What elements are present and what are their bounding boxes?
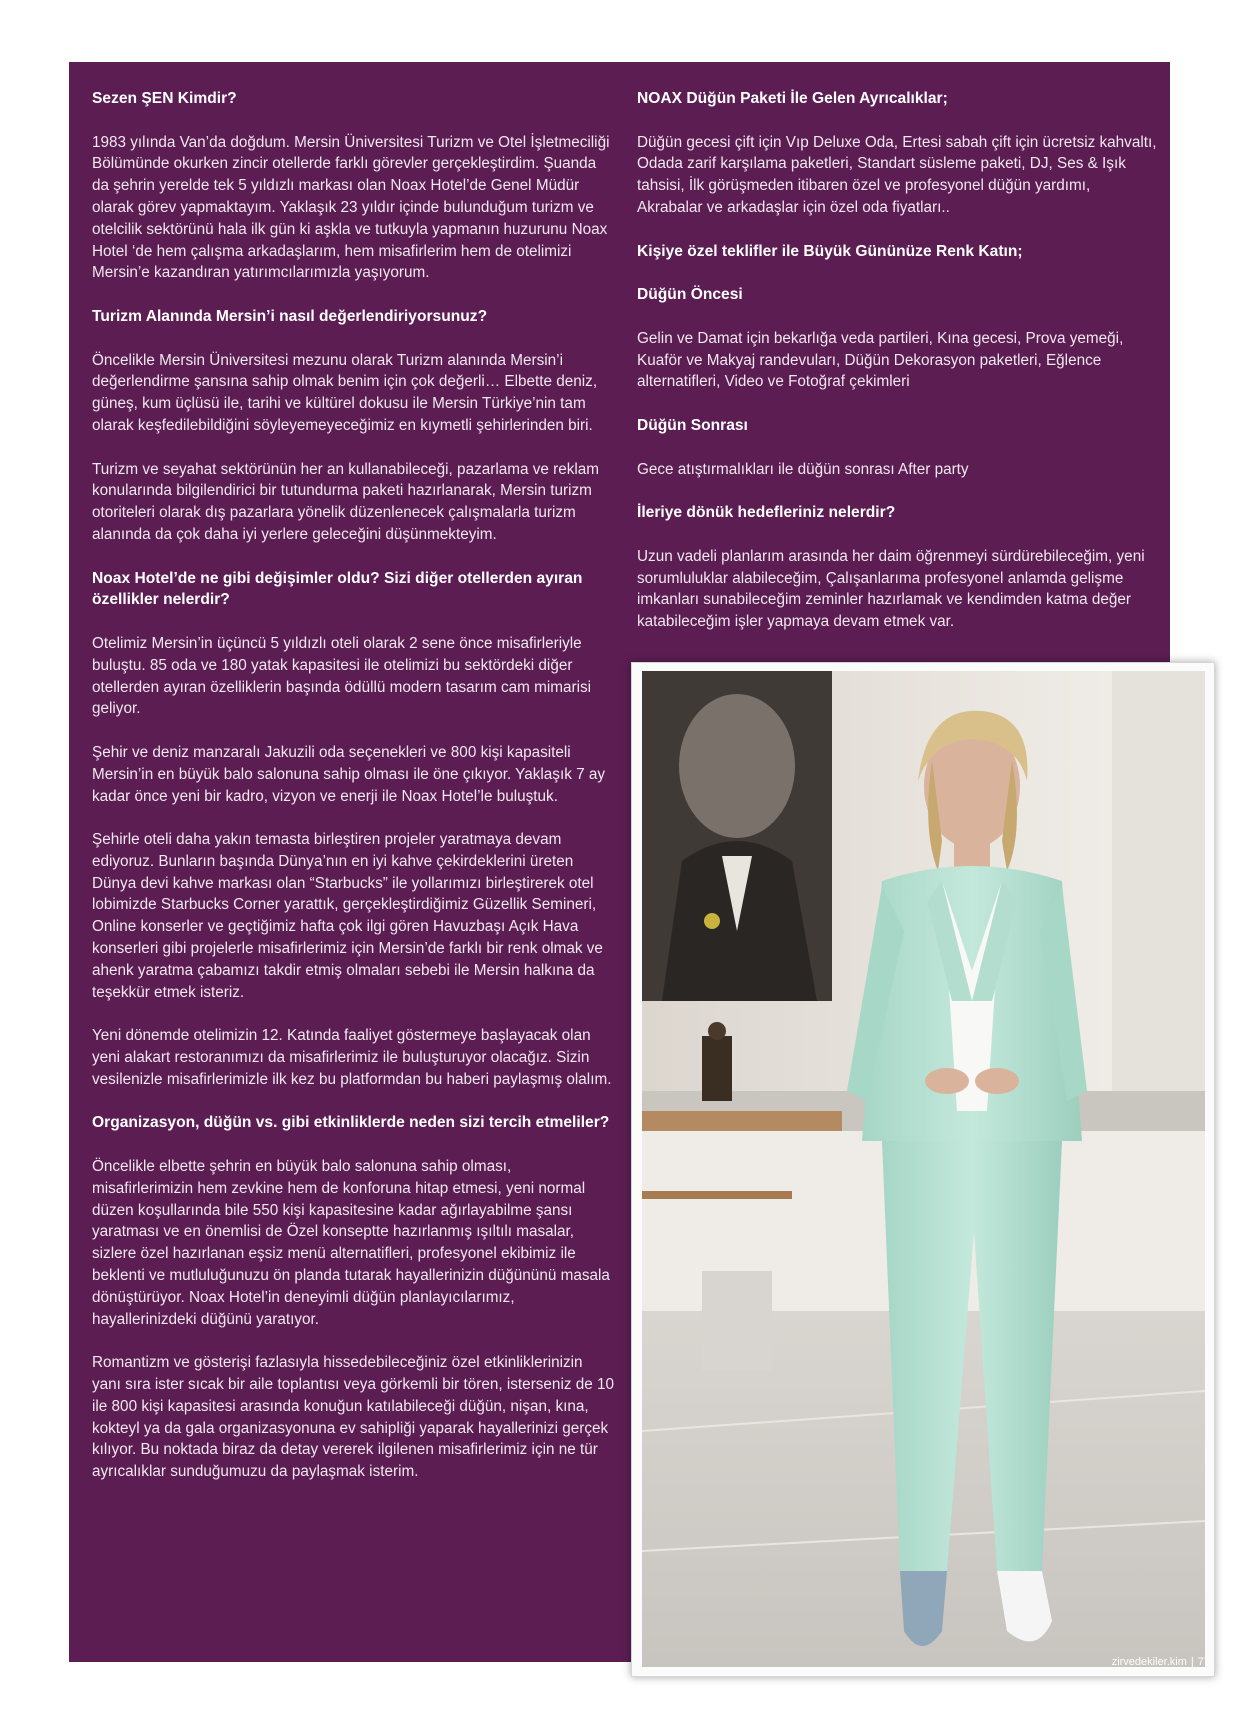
paragraph: Şehirle oteli daha yakın temasta birleştiren projeler yaratmaya devam ediyoruz. Bunların başında Dünya’nın en iyi kahve çekirdeklerini üreten Dünya devi kahve markası olan “Starbucks” ile yollarımızı birleştirerek otel lobimizde Starbucks Corner yarattık, gerçekleştirdiğimiz Güzellik Semineri, Online konserler ve geçtiğimiz hafta çok ilgi gören Havuzbaşı Açık Hava konserleri gibi projelerle misafirlerimiz için Mersin’de farklı bir renk olmak ve ahenk yaratma çabamızı takdir etmiş olmaları sebebi ile Mersin halkına da teşekkür etmek isteriz. bbox=[92, 831, 603, 1001]
paragraph: Gelin ve Damat için bekarlığa veda partileri, Kına gecesi, Prova yemeği, Kuaför ve Makyaj randevuları, Düğün Dekorasyon paketleri, Eğlence alternatifleri, Video ve Fotoğraf çekimleri bbox=[637, 329, 1124, 391]
left-column bbox=[92, 88, 615, 1483]
justice-statue bbox=[702, 1036, 732, 1101]
section-heading: NOAX Düğün Paketi İle Gelen Ayrıcalıklar; bbox=[637, 90, 948, 107]
paragraph: Öncelikle elbette şehrin en büyük balo salonuna sahip olması, misafirlerimizin hem zevkine hem de konforuna hitap etmesi, yeni normal düzen koşullarında bile 550 kişi kapasitesine kadar ağırlayabilme şansı yaratması ve en önemlisi de Özel konseptte hazırlanmış ışıltılı masalar, sizlere özel hazırlanan eşsiz menü alternatifleri, profesyonel ekibimiz ile beklenti ve mutluluğunuzu ön planda tutarak hayallerinizin düğününü masala dönüştürüyor. Noax Hotel’in deneyimli düğün planlayıcılarımız, hayallerinizdeki düğünü yaratıyor. bbox=[92, 1158, 610, 1328]
section-heading: Düğün Sonrası bbox=[637, 416, 748, 434]
paragraph: Düğün gecesi çift için Vıp Deluxe Oda, Ertesi sabah çift için ücretsiz kahvaltı, Odada zarif karşılama paketleri, Standart süsleme paketi, DJ, Ses & Işık tahsisi, İlk görüşmeden itibaren özel ve profesyonel düğün yardımı, Akrabalar ve arkadaşlar için özel oda fiyatları.. bbox=[637, 133, 1157, 216]
section-heading: Organizasyon, düğün vs. gibi etkinliklerde neden sizi tercih etmeliler? bbox=[92, 1114, 610, 1132]
section-heading: Kişiye özel teklifler ile Büyük Gününüze Renk Katın; bbox=[637, 242, 1023, 260]
section-heading: Düğün Öncesi bbox=[637, 286, 743, 304]
right-column bbox=[637, 88, 1157, 633]
section-heading: Sezen ŞEN Kimdir? bbox=[92, 90, 237, 107]
paragraph: Öncelikle Mersin Üniversitesi mezunu olarak Turizm alanında Mersin’i değerlendirme şansına sahip olmak benim için çok değerli… Elbette deniz, güneş, kum üçlüsü ile, tarihi ve kültürel dokusu ile Mersin Türkiye’nin tam olarak keşfedilebildiğini söyleyemeyeceğimiz en kıymetli şehirlerinden biri. bbox=[92, 351, 598, 434]
page-number: 77 bbox=[1197, 1656, 1210, 1668]
section-heading: Turizm Alanında Mersin’i nasıl değerlendiriyorsunuz? bbox=[92, 307, 488, 325]
section-heading: Noax Hotel’de ne gibi değişimler oldu? Sizi diğer otellerden ayıran özellikler nelerdir? bbox=[92, 569, 583, 609]
paragraph: Otelimiz Mersin’in üçüncü 5 yıldızlı oteli olarak 2 sene önce misafirleriyle buluştu. 85 oda ve 180 yatak kapasitesi ile otelimizi bu sektördeki diğer otellerden ayıran özelliklerin başında ödüllü modern tasarım cam mimarisi geliyor. bbox=[92, 634, 592, 718]
paragraph: Turizm ve seyahat sektörünün her an kullanabileceği, pazarlama ve reklam konularında bilgilendirici bir tutundurma paketi hazırlanarak, Mersin turizm otoriteleri olarak dış pazarlara yönelik düzenlenecek çalışmalarla turizm alanında da çok daha iyi yerlere geleceğini düşünmekteyim. bbox=[92, 460, 600, 543]
paragraph: 1983 yılında Van’da doğdum. Mersin Üniversitesi Turizm ve Otel İşletmeciliği Bölümünde okurken zincir otellerde farklı görevler gerçekleştirdim. Şuanda da şehrin yerelde tek 5 yıldızlı markası olan Noax Hotel’de Genel Müdür olarak görev yapmaktayım. Yaklaşık 23 yıldır içinde bulunduğum turizm ve otelcilik sektörünü hala ilk gün ki aşkla ve tutkuyla yapmanın huzurunu Noax Hotel ‘de hem çalışma arkadaşlarım, hem misafirlerim hem de otelimizi Mersin’e kazandıran yatırımcılarımızla yaşıyorum. bbox=[92, 133, 610, 282]
page-footer: zirvedekiler.kim | 77 bbox=[1111, 1656, 1210, 1668]
section-heading: İleriye dönük hedefleriniz nelerdir? bbox=[637, 504, 896, 522]
paragraph: Yeni dönemde otelimizin 12. Katında faaliyet göstermeye başlayacak olan yeni alakart restoranımızı da misafirlerimiz ile buluşturuyor olacağız. Sizin vesilenizle misafirlerimizle ilk kez bu platformdan bu haberi paylaşmış olalım. bbox=[92, 1027, 612, 1088]
paragraph: Romantizm ve gösterişi fazlasıyla hissedebileceğiniz özel etkinliklerinizin yanı sıra ister sıcak bir aile toplantısı veya görkemli bir tören, isterseniz de 10 ile 800 kişi kapasitesi arasında konuğun katılabileceği düğün, nişan, kına, kokteyl ya da gala organizasyonuna ev sahipliği yaparak hayallerinizi gerçek kılıyor. Bu noktada biraz da detay vererek ilgilenen misafirlerimiz için ne tür ayrıcalıklar sunduğumuzu da paylaşmak isterim. bbox=[92, 1354, 615, 1481]
portrait-photo bbox=[642, 671, 1205, 1667]
paragraph: Gece atıştırmalıkları ile düğün sonrası After party bbox=[637, 460, 969, 478]
footer-site: zirvedekiler.kim bbox=[1111, 1656, 1187, 1668]
photo-frame bbox=[631, 662, 1215, 1677]
paragraph: Şehir ve deniz manzaralı Jakuzili oda seçenekleri ve 800 kişi kapasiteli Mersin’in en büyük balo salonuna sahip olması ile öne çıkıyor. Yaklaşık 7 ay kadar önce yeni bir kadro, vizyon ve enerji ile Noax Hotel’le buluştuk. bbox=[92, 743, 606, 805]
paragraph: Uzun vadeli planlarım arasında her daim öğrenmeyi sürdürebileceğim, yeni sorumluluklar alabileceğim, Çalışanlarıma profesyonel anlamda gelişme imkanları sunabileceğim zeminler hazırlamak ve kendimden katma değer katabileceğim işler yapmaya devam etmek var. bbox=[637, 547, 1145, 631]
portrait-illustration bbox=[642, 671, 1205, 1667]
